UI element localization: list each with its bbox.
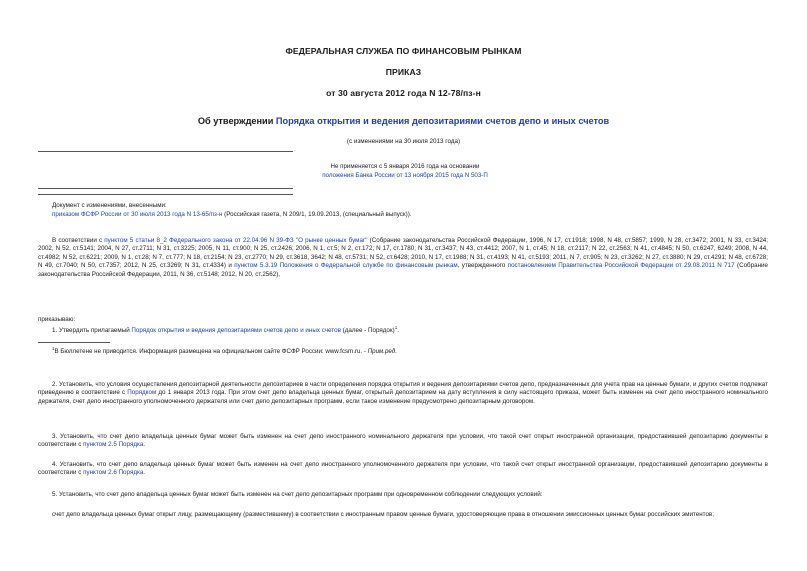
item-1-text-1: 1. Утвердить прилагаемый xyxy=(52,327,132,335)
divider xyxy=(38,188,293,189)
law-link[interactable]: пунктом 5 статьи 8_2 Федерального закона от 22.04.96 N 39-ФЗ "О рынке ценных бумаг" xyxy=(104,237,368,244)
clause-2-5-link[interactable]: пунктом 2.5 Порядка xyxy=(83,441,144,449)
doc-title-prefix: Об утверждении xyxy=(197,116,276,126)
intro-text-2: (Собрание законодательства Российской Федерации, 1996, N 17, ст.1918; 1998, N 48, ст.5857; 1999, N 28, ст.3472; 2001, N 33, ст.3424; 2002, N 52, ст.5141; 2004, N 27, ст.2711; N 31, ст.3225; 2005, N 11, ст.900; N 25, ст.2426; 2006, N 1, ст.5; N 2, ст.172; N 17, ст.1780; N 31, ст.3437; N 43, ст.4412; 2007, N 1, ст.45; N 18, ст.2117; N 22, ст.2563; N 41, ст.4845; N 50, ст.6247, 6249; 2008, N 44, ст.4982; N 52, ст.6221; 2009, N 1, ст.28; N 7, ст.777; N 18, ст.2154; N 23, ст.2770; N 29, ст.3618, 3642; N 48, ст.5731; N 52, ст.6428; 2010, N 17, ст.1988; N 31, ст.4193; N 41, ст.5193; 2011, N 7, ст.905; N 23, ст.3262; N 27, ст.3880; N 29, ст.4291; N 48, ст.6728; N 49, ст.7040; N 50, ст.7357; 2012, N 25, ст.3269; N 31, ст.4334) и xyxy=(38,237,769,270)
notice-line-1: Не применяется с 5 января 2016 года на основании xyxy=(330,163,480,170)
item-3-text-1: 3. Установить, что счет депо владельца ценных бумаг может быть изменен на счет депо иностранного номинального держателя при условии, что такой счет открыт иностранной организации, предоставившей депозитарию документы в соответствии с xyxy=(38,433,768,449)
footnote xyxy=(52,346,397,355)
footnote-mark: 1 xyxy=(52,346,55,351)
footnote-italic: Прим.ред. xyxy=(367,348,397,356)
validity-notice xyxy=(310,162,500,180)
item-4-text-1: 4. Установить, что счет депо владельца ценных бумаг может быть изменен на счет депо иностранного уполномоченного держателя при условии, что такой счет открыт иностранной организации, предоставившей депозитарию документы в соответствии с xyxy=(38,461,768,477)
doc-title-link[interactable]: Порядка открытия и ведения депозитариями счетов депо и иных счетов xyxy=(275,116,610,126)
procedure-link[interactable]: Порядок открытия и ведения депозитариями счетов депо и иных счетов xyxy=(131,327,341,335)
item-1-text-3: . xyxy=(397,327,399,335)
amendments-note: (с изменениями на 30 июля 2013 года) xyxy=(346,138,461,145)
order-word: приказываю: xyxy=(38,316,76,323)
clause-2-6-link[interactable]: пунктом 2.6 Порядка xyxy=(83,469,144,477)
doc-title xyxy=(0,116,807,126)
item-2 xyxy=(38,381,768,406)
changes-link[interactable]: приказом ФСФР России от 30 июля 2013 года N 13-65/пз-н xyxy=(52,211,223,218)
decree-link[interactable]: постановлением Правительства Российской Федерации от 29.08.2011 N 717 xyxy=(507,262,735,270)
doc-date: от 30 августа 2012 года N 12-78/пз-н xyxy=(326,88,481,98)
changes-lead: Документ с изменениями, внесенными: xyxy=(52,202,167,209)
doc-type: ПРИКАЗ xyxy=(385,67,422,77)
intro-text-4: (Собрание законодательства Российской Федерации, 2011, N 36, ст.5148; 2012, N 20, ст.2562), xyxy=(38,262,769,278)
divider xyxy=(38,194,293,195)
item-2-text-2: до 1 января 2013 года. При этом счет депо владельца ценных бумаг, открытый депозитарием на дату вступления в силу настоящего приказа, может быть изменен на счет депо иностранного номинального держателя, счет депо иностранного уполномоченного держателя или счет депо депозитарных программ, если такое изменение предусмотрено депозитарным договором. xyxy=(38,389,768,405)
item-3-text-2: . xyxy=(143,441,146,449)
footnote-text: В Бюллетене не приводится. Информация размещена на официальном сайте ФСФР России: www.fcsm.ru. - xyxy=(54,348,368,356)
procedure-short-link[interactable]: Порядком xyxy=(127,389,157,397)
item-4-text-2: . xyxy=(143,469,146,477)
item-1 xyxy=(38,324,768,335)
intro-text-1: В соответствии с xyxy=(52,237,105,244)
intro-text-3: , утвержденного xyxy=(457,262,508,270)
item-2-text-1: 2. Установить, что условия осуществления депозитарной деятельности депозитариев в части определения порядка открытия и ведения депозитариями счетов депо, предназначенных для учета прав на ценные бумаги, и других счетов подлежат приведению в соответствие с xyxy=(38,381,768,397)
agency-name: ФЕДЕРАЛЬНАЯ СЛУЖБА ПО ФИНАНСОВЫМ РЫНКАМ xyxy=(285,46,522,56)
footnote-ref: 1 xyxy=(394,325,398,330)
item-5-condition-a: счет депо владельца ценных бумаг открыт лицу, размещающему (разместившему) в соответствии с иностранным правом ценные бумаги, удостоверяющие права в отношении эмиссионных ценных бумаг российских эмитентов; xyxy=(52,511,714,518)
item-4 xyxy=(38,461,768,478)
regulation-link[interactable]: пунктом 5.3.19 Положения о Федеральной службе по финансовым рынкам xyxy=(234,262,458,270)
item-1-text-2: (далее - Порядок) xyxy=(340,327,395,335)
item-5: 5. Установить, что счет депо владельца ценных бумаг может быть изменен на счет депо депозитарных программ при одновременном соблюдении следующих условий: xyxy=(52,491,543,498)
intro-paragraph xyxy=(38,237,768,279)
changes-reference xyxy=(52,211,768,219)
notice-link[interactable]: положения Банка России от 13 ноября 2015 года N 503-П xyxy=(322,172,488,179)
item-3 xyxy=(38,433,768,450)
changes-tail: (Российская газета, N 209/1, 19.09.2013, (специальный выпуск)). xyxy=(222,211,412,218)
footnote-divider xyxy=(38,342,110,343)
divider xyxy=(38,151,293,152)
